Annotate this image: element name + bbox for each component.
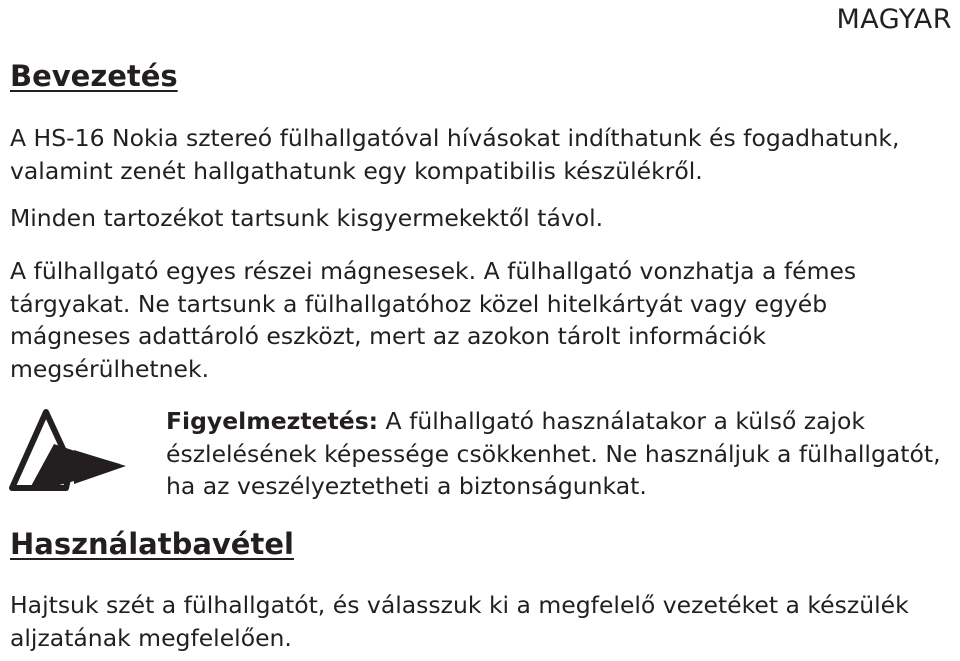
intro-paragraph-1: A HS-16 Nokia sztereó fülhallgatóval hívásokat indíthatunk és fogadhatunk, valamint zenét hallgathatunk egy kompatibilis készülékről. bbox=[10, 124, 900, 185]
intro-paragraph-3: A fülhallgató egyes részei mágnesesek. A fülhallgató vonzhatja a fémes tárgyakat. Ne tartsunk a fülhallgatóhoz közel hitelkártyát vagy egyéb mágneses adattároló eszközt, mert az azokon tárolt információk megsérülhetnek. bbox=[10, 257, 857, 383]
section-heading-usage: Használatbavétel bbox=[10, 527, 294, 561]
intro-paragraph-2: Minden tartozékot tartsunk kisgyermekektől távol. bbox=[10, 204, 604, 232]
warning-text: A fülhallgató használatakor a külső zajok észlelésének képessége csökkenhet. Ne használjuk a fülhallgatót, ha az veszélyeztetheti a biztonságunkat. bbox=[166, 407, 941, 500]
warning-text-block bbox=[166, 405, 946, 503]
section-heading-intro: Bevezetés bbox=[10, 59, 178, 93]
usage-paragraph-1: Hajtsuk szét a fülhallgatót, és válasszuk ki a megfelelő vezetéket a készülék aljzatának megfelelően. bbox=[10, 591, 909, 652]
warning-triangle-icon bbox=[8, 408, 128, 492]
warning-label: Figyelmeztetés: bbox=[166, 407, 379, 435]
language-label: MAGYAR bbox=[836, 4, 952, 35]
